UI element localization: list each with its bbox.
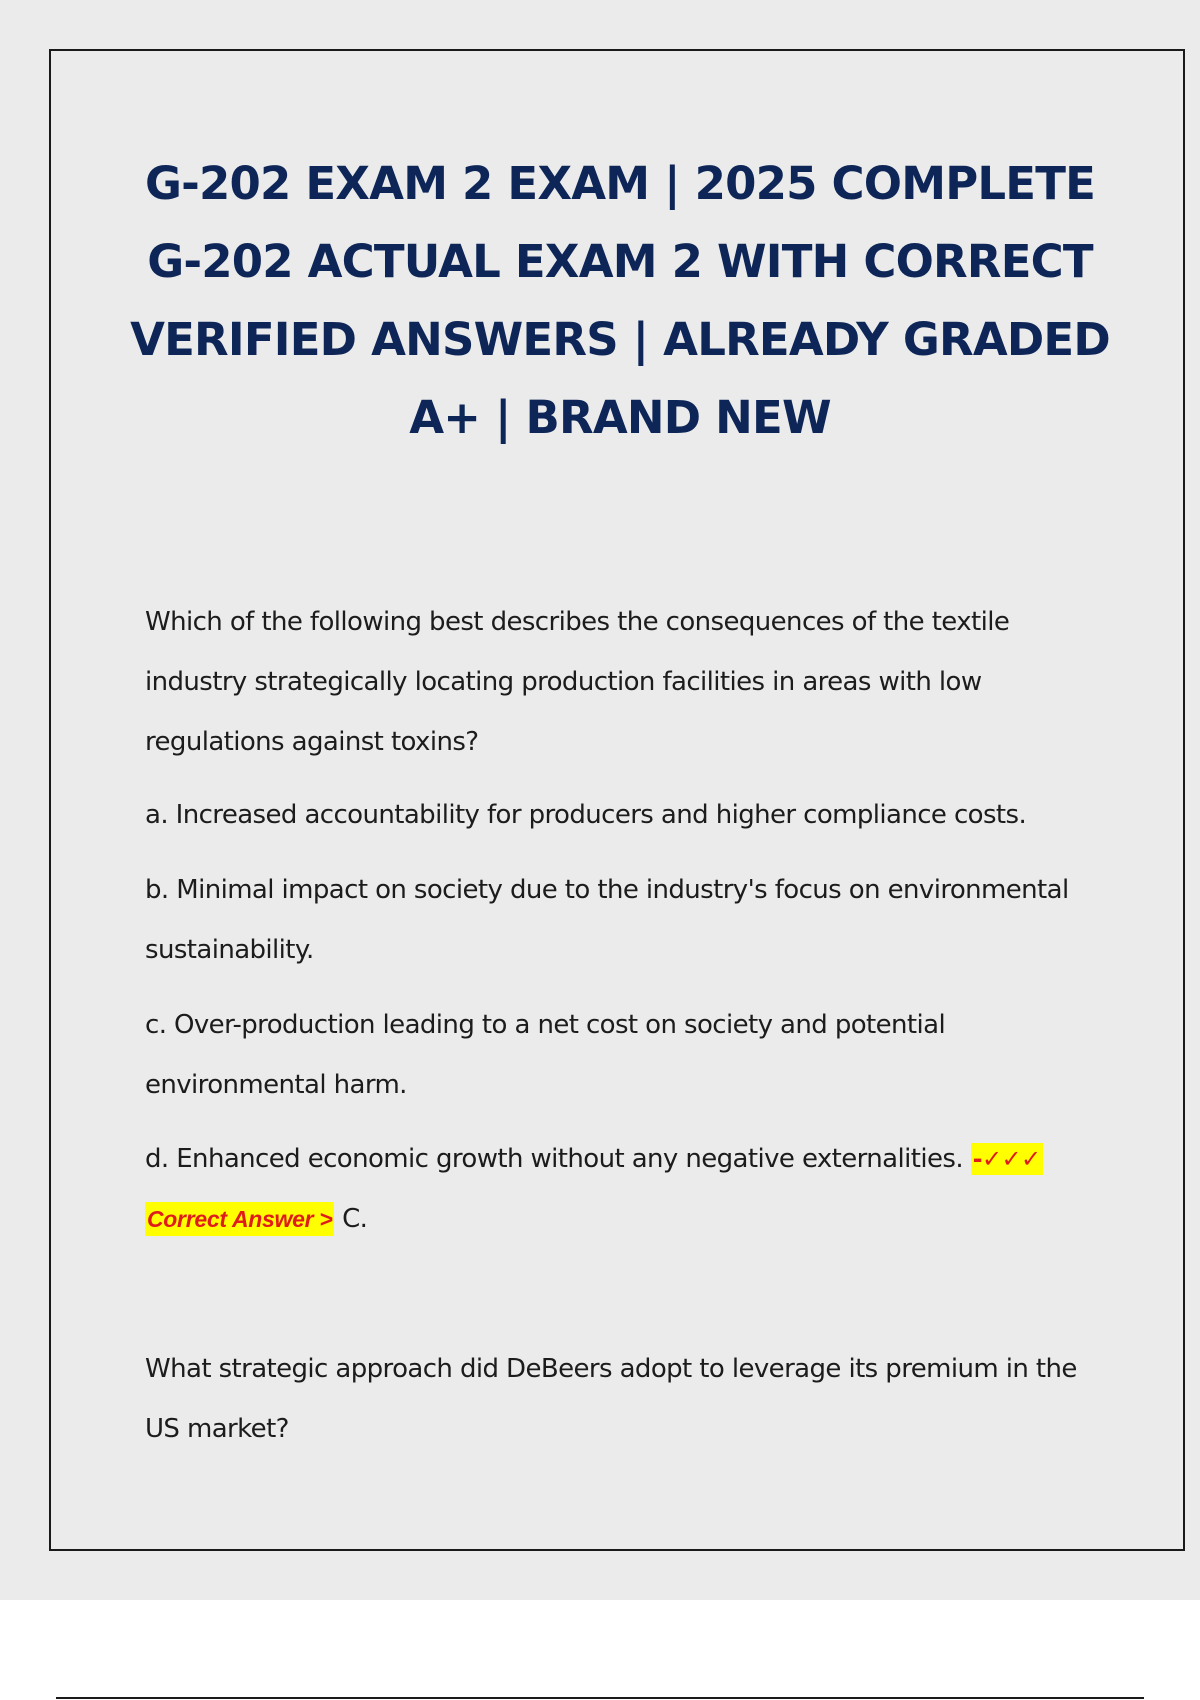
correct-answer-value: C.: [342, 1204, 368, 1234]
question-1-option-c: c. Over-production leading to a net cost on society and potential environmental harm.: [145, 1010, 946, 1100]
footer-rule: [56, 1697, 1144, 1699]
check-marks: -✓✓✓: [972, 1145, 1041, 1173]
question-1-option-d: [145, 1129, 1095, 1249]
option-d-text: d. Enhanced economic growth without any negative externalities.: [145, 1144, 963, 1174]
question-1-option-b: b. Minimal impact on society due to the industry's focus on environmental sustainability.: [145, 875, 1069, 965]
question-2-text: What strategic approach did DeBeers adopt to leverage its premium in the US market?: [145, 1354, 1077, 1444]
question-1-text: Which of the following best describes the consequences of the textile industry strategically locating production facilities in areas with low regulations against toxins?: [145, 607, 1010, 757]
correct-answer-label: Correct Answer >: [145, 1202, 334, 1236]
document-title: G-202 EXAM 2 EXAM | 2025 COMPLETE G-202 ACTUAL EXAM 2 WITH CORRECT VERIFIED ANSWERS | ALREADY GRADED A+ | BRAND NEW: [130, 157, 1110, 444]
question-1-option-a: a. Increased accountability for producers and higher compliance costs.: [145, 800, 1027, 830]
